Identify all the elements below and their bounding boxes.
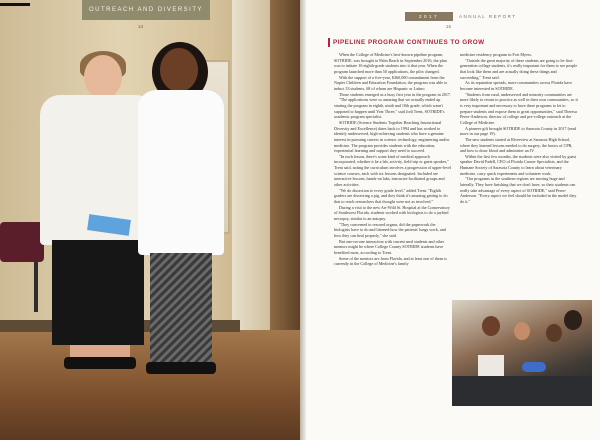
article-column-2	[460, 52, 578, 292]
page-gutter	[300, 0, 306, 440]
paragraph: When the College of Medicine's best-known pipeline program, SOTRIDE, was brought to Palm Beach in September 2016, the plan was to initiate 16 eighth-grade students into it that year. When the program launched more than 50 applications, the pilot changed.	[334, 52, 447, 74]
paragraph: "They concerned to rescued organs, did the paperwork the biologists have to do and listened how the patients' lungs work, and how they can heal properly," she said.	[334, 221, 446, 238]
paragraph: Those students emerged as a busy first year in the program in 2017.	[339, 91, 452, 97]
paragraph: The new students started at Riverview at Sarasota High School, where they learned lessons needed to do surgery, the basics of CPR, and how to draw blood and administer an IV.	[460, 136, 573, 154]
head	[84, 55, 122, 99]
paragraph: "The applications were so amazing that we actually ended up starting the program in eighth, ninth and 10th grade, which wasn't supposed to happen until Year Three," said Jodi Trent, SOTRIDE's academic program specialist.	[334, 97, 445, 120]
paragraph: Some of the mentors are from Florida, and at least one of them is currently in the College of Medicine's family	[334, 255, 447, 267]
paragraph: medicine residency program in Fort Myers.	[460, 52, 532, 57]
header-label: ANNUAL REPORT	[459, 14, 517, 19]
lab-bench	[452, 376, 592, 406]
shoes	[64, 357, 136, 369]
article-title: PIPELINE PROGRAM CONTINUES TO GROW	[328, 38, 475, 47]
paragraph: As its reputation spreads, more communities across Florida have become interested in SOTRIDE.	[460, 80, 573, 91]
section-banner: OUTREACH AND DIVERSITY	[82, 0, 210, 20]
right-page-number: 15	[446, 24, 452, 29]
patterned-pants	[150, 253, 212, 363]
paragraph: During a visit to the new Art-Wild St. Hospital at the Conservatory of Southwest Florida, students worked with biologists to do a jaybird necropsy, similar to an autopsy.	[334, 204, 450, 222]
lab-students-photo	[452, 300, 592, 406]
paragraph: But one-on-one interaction with current med students and other mentors might be where College County SOTRIDE students have benefited most, according to Trent.	[334, 238, 445, 255]
paragraph: Within the first few months, the students were also visited by guest speaker David Fadell, CEO of Florida Cancer Specialists, and the Humane Society of Sarasota County to learn about veterinary medicine, carry quick experiments and volunteer work.	[460, 153, 577, 176]
shoes	[146, 362, 216, 374]
student-head	[514, 322, 530, 340]
running-header	[405, 12, 517, 21]
white-coat	[138, 90, 224, 255]
paragraph: "Outside the great majority of these students are going to be first-generation college students, it's really important for them to see people that look like them and are actually doing these things and succeeding," Trent said.	[460, 57, 578, 80]
paragraph: SOTRIDE (Science Students Together Reaching Instructional Diversity and Excellence) dates back to 1994 and has worked to identify underserved, high-achieving students who have a genuine interest in pursuing careers in science, technology, engineering and/or medicine. The program provides students with the education, experiential learning and support they need to succeed.	[334, 119, 450, 154]
student-head	[546, 324, 562, 342]
head	[160, 48, 198, 92]
left-page-number: 14	[138, 24, 144, 29]
blue-gloves	[522, 362, 546, 372]
paragraph: A pioneer gift brought SOTRIDE to Sarasota County in 2017 (read more in our page 19).	[460, 125, 577, 137]
student-in-white-coat	[138, 48, 228, 378]
paragraph: With the support of a five-year, $360,000 commitment from the Napier Children and Education Foundation, the program was able to induct 33 students, 68 of whom are Hispanic or Latino.	[334, 74, 448, 91]
paragraph: "Students from rural, underserved and minority communities are more likely to return to practice as well in their own communities, so it is very important and necessary to have these programs to let to prepare students and expose them to great opportunities," said Theresa Perez-Anderson, director of college and pre-college outreach at the College of Medicine.	[460, 91, 578, 125]
instructor-head	[564, 310, 582, 330]
paragraph: "In each lesson, there's some kind of medical approach incorporated, whether it be a lab, activity, field trip or guest speaker," Trent said, noting the curriculum involves a progression of upper-level science courses, each with six lessons designated. Included are interactive lessons, hands-on labs, instructor-facilitated groups and other activities.	[334, 153, 452, 188]
article-column-1	[334, 52, 452, 436]
corner-tab	[0, 3, 30, 6]
student-head	[482, 316, 500, 336]
paragraph: "Our programs in the southern regions are moving huge and laterally. They have finishing that we don't have, so their students can really take advantage of every aspect of SOTRIDE," said Perez-Anderson. "Every aspect we feel should be included in the model they do it."	[460, 176, 577, 205]
header-year: 2017	[405, 12, 453, 21]
skirt	[52, 240, 144, 345]
paragraph: "We do dissection to every grade level," added Trent. "Eighth graders are dissecting a pig, and they think it's amazing getting to do that to reach researchers that thought were not as involved."	[334, 187, 448, 205]
